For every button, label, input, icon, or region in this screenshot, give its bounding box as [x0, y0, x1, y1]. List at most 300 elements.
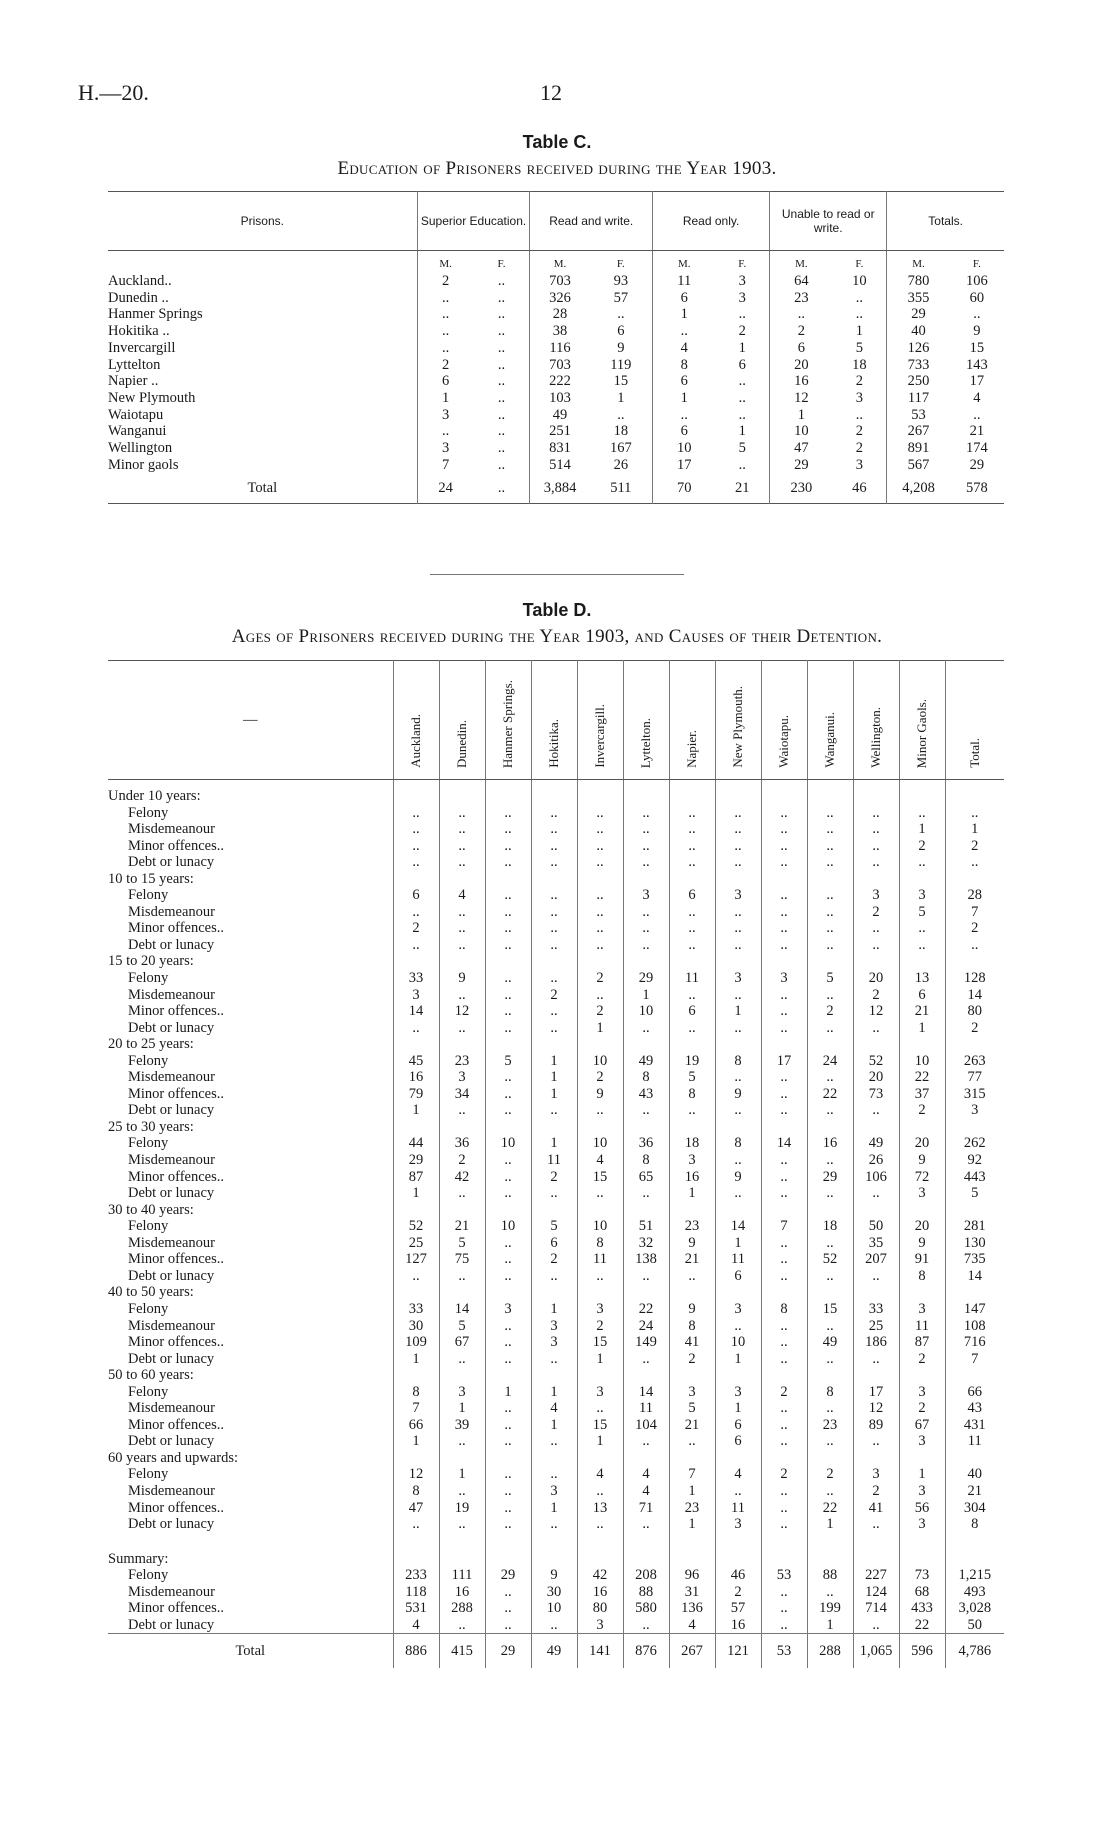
table-cell: .. — [531, 1617, 577, 1634]
table-cell: .. — [497, 323, 506, 340]
table-cell: 4 — [393, 1617, 439, 1634]
table-cell: .. — [807, 1102, 853, 1119]
empty-cell — [899, 788, 945, 805]
table-cell: 4 — [439, 887, 485, 904]
empty-cell — [715, 953, 761, 970]
group-label: Summary: — [108, 1550, 169, 1567]
column-header-label: Hokitika. — [546, 719, 561, 768]
table-cell: .. — [761, 904, 807, 921]
table-cell: 9 — [899, 1235, 945, 1252]
empty-cell — [761, 871, 807, 888]
table-cell: .. — [761, 854, 807, 871]
table-cell: 3 — [577, 1301, 623, 1318]
table-cell: .. — [485, 1466, 531, 1483]
table-cell: 52 — [807, 1251, 853, 1268]
table-row — [108, 1617, 1004, 1634]
table-cell: 1 — [531, 1069, 577, 1086]
column-header — [945, 661, 1004, 780]
table-cell: .. — [439, 1617, 485, 1634]
table-cell: .. — [761, 805, 807, 822]
table-cell: 33 — [393, 970, 439, 987]
empty-cell — [531, 1450, 577, 1467]
empty-cell — [485, 1450, 531, 1467]
empty-cell — [577, 1551, 623, 1568]
table-cell: 12 — [770, 390, 833, 407]
spacer-cell — [807, 780, 853, 789]
table-cell: 15 — [577, 1169, 623, 1186]
empty-cell — [393, 1284, 439, 1301]
table-cell: .. — [715, 1069, 761, 1086]
offence-label: Minor offences.. — [128, 1499, 224, 1516]
table-row — [108, 407, 1004, 424]
empty-cell — [393, 1551, 439, 1568]
empty-cell — [485, 871, 531, 888]
table-cell: .. — [853, 1102, 899, 1119]
table-cell: .. — [485, 1251, 531, 1268]
table-cell: 3 — [899, 1483, 945, 1500]
group-row — [108, 1284, 1004, 1301]
empty-cell — [899, 1551, 945, 1568]
female-label: F. — [738, 258, 747, 271]
table-row — [108, 357, 1004, 374]
prison-name: Napier .. — [108, 373, 159, 390]
table-cell: .. — [715, 1483, 761, 1500]
empty-cell — [623, 1551, 669, 1568]
total-cell: 511 — [610, 480, 632, 497]
table-cell: 1 — [439, 1400, 485, 1417]
table-cell: 53 — [887, 407, 950, 424]
group-label: Under 10 years: — [108, 788, 201, 804]
table-cell: 9 — [669, 1235, 715, 1252]
table-cell: 3 — [531, 1334, 577, 1351]
table-cell: 45 — [393, 1053, 439, 1070]
table-cell: .. — [623, 1268, 669, 1285]
table-cell: .. — [577, 1483, 623, 1500]
empty-cell — [485, 1119, 531, 1136]
table-cell: 2 — [899, 1351, 945, 1368]
table-cell: 49 — [807, 1334, 853, 1351]
table-cell: .. — [439, 1020, 485, 1037]
empty-cell — [623, 1367, 669, 1384]
table-d-header-row — [108, 661, 1004, 780]
table-cell: .. — [497, 289, 506, 306]
table-cell: 73 — [899, 1567, 945, 1584]
table-cell: 104 — [623, 1417, 669, 1434]
table-cell: .. — [485, 1417, 531, 1434]
table-cell: 41 — [669, 1334, 715, 1351]
empty-cell — [531, 1036, 577, 1053]
table-cell: .. — [807, 1433, 853, 1450]
table-cell: 9 — [715, 1086, 761, 1103]
table-cell: 80 — [577, 1600, 623, 1617]
table-cell: .. — [393, 1268, 439, 1285]
table-cell: .. — [715, 838, 761, 855]
table-cell: 8 — [623, 1069, 669, 1086]
table-cell: 6 — [715, 1433, 761, 1450]
table-cell: .. — [577, 987, 623, 1004]
empty-cell — [807, 1036, 853, 1053]
table-cell: 75 — [439, 1251, 485, 1268]
table-cell: 11 — [945, 1433, 1004, 1450]
table-cell: 1 — [417, 390, 473, 407]
table-cell: .. — [853, 937, 899, 954]
spacer-cell — [393, 1533, 439, 1551]
table-cell: .. — [853, 854, 899, 871]
table-cell: 111 — [439, 1567, 485, 1584]
table-cell: .. — [715, 904, 761, 921]
spacer-cell — [761, 780, 807, 789]
table-cell: .. — [669, 821, 715, 838]
table-cell: .. — [715, 937, 761, 954]
empty-cell — [669, 1119, 715, 1136]
table-cell: 149 — [623, 1334, 669, 1351]
table-cell: .. — [497, 356, 506, 373]
table-cell: 443 — [945, 1169, 1004, 1186]
table-cell: 3 — [417, 440, 473, 457]
table-cell: 15 — [807, 1301, 853, 1318]
table-cell: 109 — [393, 1334, 439, 1351]
table-row — [108, 1169, 1004, 1186]
table-cell: 326 — [530, 290, 590, 307]
table-cell: 733 — [887, 357, 950, 374]
table-cell: 2 — [393, 920, 439, 937]
total-cell: 49 — [531, 1634, 577, 1669]
table-cell: .. — [761, 1500, 807, 1517]
column-header — [485, 661, 531, 780]
table-cell: 116 — [530, 340, 590, 357]
table-cell: .. — [669, 1102, 715, 1119]
male-label: M. — [530, 251, 590, 274]
table-row — [108, 1400, 1004, 1417]
empty-cell — [761, 953, 807, 970]
table-cell: 28 — [530, 306, 590, 323]
table-cell: 567 — [887, 457, 950, 474]
empty-cell — [531, 1284, 577, 1301]
table-d — [108, 660, 1004, 1668]
table-cell: .. — [761, 1417, 807, 1434]
group-row — [108, 1367, 1004, 1384]
table-cell: 1 — [577, 1433, 623, 1450]
table-cell: 56 — [899, 1500, 945, 1517]
empty-cell — [853, 871, 899, 888]
spacer-cell — [577, 780, 623, 789]
empty-cell — [945, 788, 1004, 805]
table-cell: 3 — [738, 273, 746, 289]
table-cell: 2 — [761, 1466, 807, 1483]
table-cell: .. — [531, 1268, 577, 1285]
table-cell: .. — [807, 1400, 853, 1417]
table-cell: 23 — [669, 1500, 715, 1517]
table-cell: 174 — [965, 440, 988, 457]
empty-cell — [853, 1367, 899, 1384]
table-cell: 2 — [577, 1069, 623, 1086]
table-cell: 3 — [439, 1384, 485, 1401]
table-cell: 52 — [853, 1053, 899, 1070]
table-cell: 40 — [945, 1466, 1004, 1483]
spacer-cell — [669, 780, 715, 789]
table-row — [108, 1466, 1004, 1483]
empty-cell — [945, 953, 1004, 970]
table-cell: .. — [761, 1268, 807, 1285]
table-cell: 8 — [623, 1152, 669, 1169]
table-cell: 1 — [738, 339, 746, 356]
table-cell: .. — [761, 1086, 807, 1103]
table-cell: 21 — [439, 1218, 485, 1235]
table-cell: .. — [531, 1102, 577, 1119]
table-cell: 6 — [770, 340, 833, 357]
table-cell: 2 — [770, 323, 833, 340]
table-cell: 355 — [887, 290, 950, 307]
column-header-label: Dunedin. — [454, 719, 469, 768]
table-cell: .. — [439, 1185, 485, 1202]
empty-cell — [899, 1202, 945, 1219]
empty-cell — [577, 1367, 623, 1384]
table-cell: .. — [807, 854, 853, 871]
table-row — [108, 1301, 1004, 1318]
spacer-cell — [715, 780, 761, 789]
column-header — [531, 661, 577, 780]
table-row — [108, 1516, 1004, 1533]
table-row — [108, 457, 1004, 474]
table-cell: 17 — [653, 457, 716, 474]
table-cell: .. — [669, 1020, 715, 1037]
total-cell: 141 — [577, 1634, 623, 1669]
table-cell: 703 — [530, 273, 590, 290]
total-cell: 46 — [852, 480, 867, 497]
column-header-label: Wanganui. — [822, 712, 837, 768]
table-cell: 6 — [653, 423, 716, 440]
total-cell: 1,065 — [853, 1634, 899, 1669]
table-cell: 3 — [899, 887, 945, 904]
table-cell: .. — [761, 1318, 807, 1335]
table-d-title: Table D. — [522, 600, 592, 620]
table-cell: .. — [439, 1516, 485, 1533]
table-cell: 2 — [669, 1351, 715, 1368]
table-cell: .. — [807, 1069, 853, 1086]
total-label: Total — [247, 480, 278, 497]
table-cell: 5 — [669, 1400, 715, 1417]
table-cell: 714 — [853, 1600, 899, 1617]
table-cell: 1 — [653, 390, 716, 407]
table-row — [108, 306, 1004, 323]
empty-cell — [577, 871, 623, 888]
table-cell: 6 — [738, 356, 746, 373]
total-cell: 596 — [899, 1634, 945, 1669]
column-header — [439, 661, 485, 780]
female-label: F. — [497, 258, 506, 271]
offence-label: Misdemeanour — [128, 986, 215, 1003]
table-cell: 11 — [653, 273, 716, 290]
empty-cell — [669, 1202, 715, 1219]
column-header-label: Wellington. — [868, 707, 883, 768]
spacer-cell — [485, 1533, 531, 1551]
table-cell: .. — [761, 838, 807, 855]
table-cell: 1 — [715, 1235, 761, 1252]
table-cell: .. — [807, 1235, 853, 1252]
table-cell: 2 — [417, 273, 473, 290]
table-cell: 5 — [531, 1218, 577, 1235]
table-cell: 25 — [853, 1318, 899, 1335]
table-cell: 8 — [715, 1135, 761, 1152]
empty-cell — [577, 953, 623, 970]
table-cell: 89 — [853, 1417, 899, 1434]
table-cell: .. — [807, 805, 853, 822]
table-cell: .. — [761, 1003, 807, 1020]
table-cell: 4 — [973, 389, 981, 406]
offence-label: Misdemeanour — [128, 1069, 215, 1086]
table-cell: 5 — [485, 1053, 531, 1070]
table-cell: 4 — [577, 1466, 623, 1483]
table-cell: .. — [577, 821, 623, 838]
table-cell: 2 — [531, 1169, 577, 1186]
spacer-cell — [945, 780, 1004, 789]
table-cell: .. — [761, 937, 807, 954]
table-cell: 167 — [609, 440, 632, 457]
table-cell: .. — [497, 456, 506, 473]
table-cell: 1 — [393, 1102, 439, 1119]
table-cell: .. — [623, 821, 669, 838]
column-header-label: Hanmer Springs. — [500, 679, 515, 768]
table-cell: 6 — [669, 887, 715, 904]
column-header — [669, 661, 715, 780]
table-cell: 29 — [623, 970, 669, 987]
table-cell: 2 — [853, 1483, 899, 1500]
table-cell: 29 — [485, 1567, 531, 1584]
table-cell: .. — [623, 1433, 669, 1450]
table-cell: 431 — [945, 1417, 1004, 1434]
table-cell: 66 — [945, 1384, 1004, 1401]
table-cell: 49 — [530, 407, 590, 424]
table-cell: 4 — [653, 340, 716, 357]
empty-cell — [807, 1450, 853, 1467]
empty-cell — [623, 1450, 669, 1467]
table-cell: 51 — [623, 1218, 669, 1235]
empty-cell — [761, 1036, 807, 1053]
table-cell: .. — [855, 289, 864, 306]
total-cell: .. — [497, 480, 506, 497]
empty-cell — [623, 1119, 669, 1136]
table-cell: .. — [485, 1020, 531, 1037]
table-cell: .. — [653, 407, 716, 424]
table-cell: 1 — [393, 1185, 439, 1202]
table-cell: 3 — [577, 1617, 623, 1634]
column-header-label: Minor Gaols. — [914, 698, 929, 768]
table-cell: .. — [531, 904, 577, 921]
spacer-cell — [577, 1533, 623, 1551]
table-cell: 29 — [393, 1152, 439, 1169]
table-cell: 4 — [531, 1400, 577, 1417]
table-cell: .. — [761, 1483, 807, 1500]
table-cell: .. — [531, 821, 577, 838]
table-cell: .. — [669, 920, 715, 937]
empty-cell — [853, 1202, 899, 1219]
empty-cell — [577, 1284, 623, 1301]
table-cell: .. — [531, 920, 577, 937]
table-cell: 21 — [945, 1483, 1004, 1500]
table-cell: .. — [761, 1102, 807, 1119]
table-cell: 36 — [623, 1135, 669, 1152]
table-cell: 716 — [945, 1334, 1004, 1351]
table-cell: 10 — [577, 1135, 623, 1152]
empty-cell — [715, 788, 761, 805]
table-cell: 6 — [715, 1268, 761, 1285]
total-cell: 3,884 — [530, 473, 590, 504]
offence-label: Minor offences.. — [128, 1085, 224, 1102]
table-cell: 2 — [577, 1318, 623, 1335]
table-cell: .. — [761, 1235, 807, 1252]
empty-cell — [761, 1202, 807, 1219]
table-cell: .. — [761, 1600, 807, 1617]
table-cell: 1 — [738, 423, 746, 440]
table-cell: .. — [669, 987, 715, 1004]
table-cell: 23 — [770, 290, 833, 307]
col-read-only: Read only. — [653, 192, 770, 251]
table-cell: .. — [807, 904, 853, 921]
table-cell: .. — [393, 1516, 439, 1533]
spacer-cell — [108, 1533, 393, 1551]
table-cell: .. — [807, 1185, 853, 1202]
table-cell: 2 — [855, 440, 864, 457]
group-row — [108, 1119, 1004, 1136]
offence-label: Minor offences.. — [128, 1416, 224, 1433]
table-cell: 87 — [393, 1169, 439, 1186]
offence-label: Felony — [128, 1466, 169, 1483]
table-row — [108, 1567, 1004, 1584]
table-row — [108, 1318, 1004, 1335]
table-cell: 9 — [531, 1567, 577, 1584]
col-read-and-write: Read and write. — [530, 192, 653, 251]
total-cell: 24 — [417, 473, 473, 504]
spacer-cell — [761, 1533, 807, 1551]
table-cell: 91 — [899, 1251, 945, 1268]
table-cell: .. — [853, 1351, 899, 1368]
table-cell: .. — [669, 854, 715, 871]
offence-label: Felony — [128, 887, 169, 904]
empty-cell — [531, 1119, 577, 1136]
total-cell: 4,786 — [945, 1634, 1004, 1669]
table-cell: .. — [855, 406, 864, 423]
column-header-label: Napier. — [684, 730, 699, 768]
table-cell: .. — [531, 838, 577, 855]
table-row — [108, 273, 1004, 290]
table-cell: 1 — [393, 1351, 439, 1368]
empty-cell — [393, 1036, 439, 1053]
empty-cell — [485, 1202, 531, 1219]
empty-cell — [393, 788, 439, 805]
table-cell: 147 — [945, 1301, 1004, 1318]
empty-cell — [669, 1367, 715, 1384]
spacer-cell — [853, 780, 899, 789]
table-cell: 10 — [715, 1334, 761, 1351]
table-cell: 580 — [623, 1600, 669, 1617]
table-cell: .. — [807, 838, 853, 855]
table-cell: 1 — [715, 1351, 761, 1368]
table-cell: 38 — [530, 323, 590, 340]
empty-cell — [669, 1450, 715, 1467]
table-cell: 96 — [669, 1567, 715, 1584]
table-cell: .. — [497, 273, 506, 289]
table-cell: 20 — [853, 1069, 899, 1086]
table-cell: .. — [439, 838, 485, 855]
empty-cell — [577, 788, 623, 805]
table-cell: 5 — [899, 904, 945, 921]
table-cell: 3 — [393, 987, 439, 1004]
table-cell: .. — [899, 805, 945, 822]
empty-cell — [945, 1202, 1004, 1219]
table-cell: .. — [497, 339, 506, 356]
table-cell: 1 — [439, 1466, 485, 1483]
prison-name: New Plymouth — [108, 389, 196, 406]
